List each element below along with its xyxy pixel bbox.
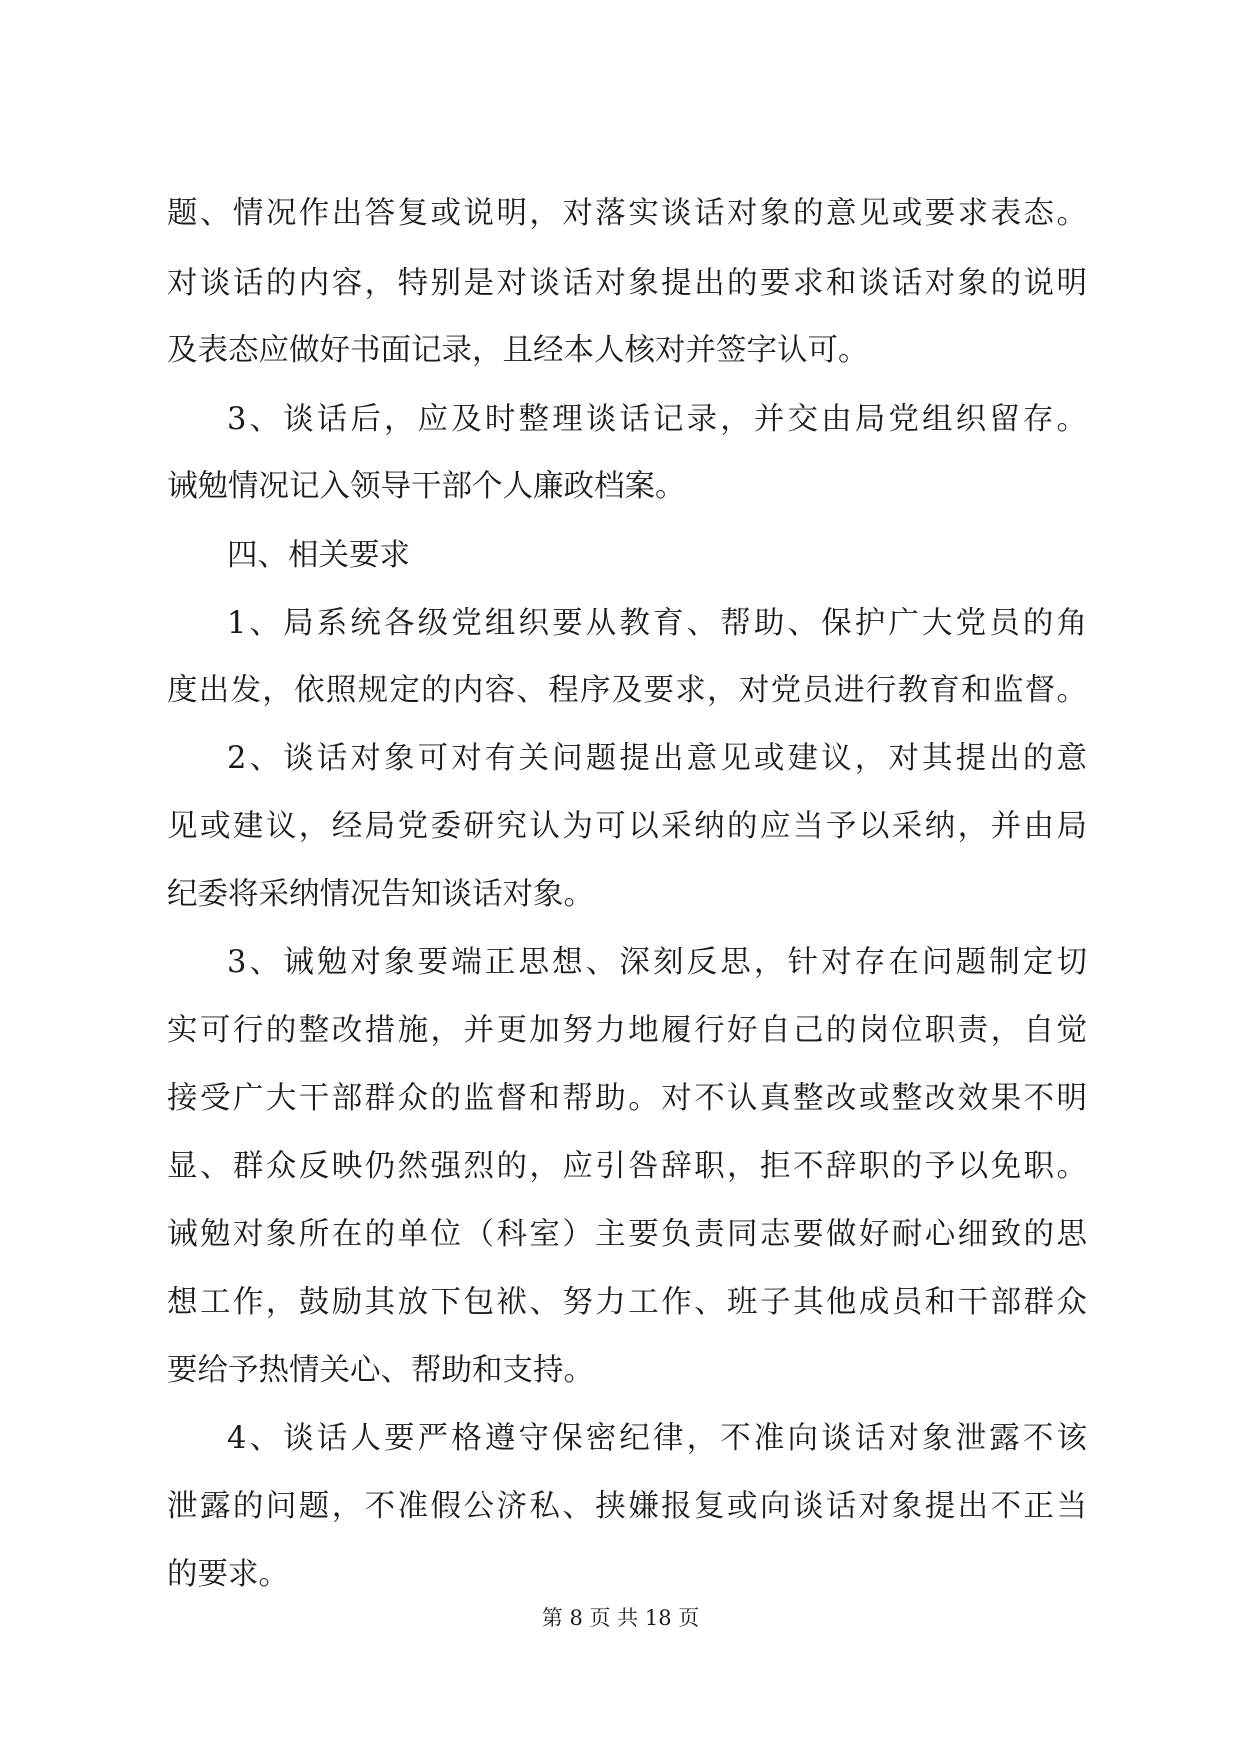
body-text-line: 的要求。 bbox=[167, 1557, 289, 1592]
body-text-line: 度出发，依照规定的内容、程序及要求，对党员进行教育和监督。 bbox=[167, 673, 1087, 708]
body-text-line: 实可行的整改措施，并更加努力地履行好自己的岗位职责，自觉 bbox=[167, 1013, 1087, 1048]
body-text-line: 3、诫勉对象要端正思想、深刻反思，针对存在问题制定切 bbox=[227, 945, 1087, 980]
body-text-line: 对谈话的内容，特别是对谈话对象提出的要求和谈话对象的说明 bbox=[167, 266, 1087, 301]
body-text-line: 显、群众反映仍然强烈的，应引咎辞职，拒不辞职的予以免职。 bbox=[167, 1149, 1087, 1184]
body-text-line: 诫勉情况记入领导干部个人廉政档案。 bbox=[167, 469, 686, 504]
body-text-line: 纪委将采纳情况告知谈话对象。 bbox=[167, 877, 594, 912]
body-text-line: 1、局系统各级党组织要从教育、帮助、保护广大党员的角 bbox=[227, 606, 1087, 641]
body-text-line: 见或建议，经局党委研究认为可以采纳的应当予以采纳，并由局 bbox=[167, 809, 1087, 844]
body-text-line: 想工作，鼓励其放下包袱、努力工作、班子其他成员和干部群众 bbox=[167, 1285, 1087, 1320]
body-text-line: 4、谈话人要严格遵守保密纪律，不准向谈话对象泄露不该 bbox=[227, 1421, 1087, 1456]
body-text-line: 及表态应做好书面记录，且经本人核对并签字认可。 bbox=[167, 333, 869, 368]
body-text-line: 接受广大干部群众的监督和帮助。对不认真整改或整改效果不明 bbox=[167, 1081, 1087, 1116]
section-heading: 四、相关要求 bbox=[227, 538, 410, 573]
body-text-line: 2、谈话对象可对有关问题提出意见或建议，对其提出的意 bbox=[227, 741, 1087, 776]
body-text-line: 题、情况作出答复或说明，对落实谈话对象的意见或要求表态。 bbox=[167, 196, 1087, 231]
body-text-line: 要给予热情关心、帮助和支持。 bbox=[167, 1353, 594, 1388]
body-text-line: 泄露的问题，不准假公济私、挟嫌报复或向谈话对象提出不正当 bbox=[167, 1489, 1087, 1524]
body-text-line: 3、谈话后，应及时整理谈话记录，并交由局党组织留存。 bbox=[227, 402, 1087, 437]
body-text-line: 诫勉对象所在的单位（科室）主要负责同志要做好耐心细致的思 bbox=[167, 1217, 1087, 1252]
page-number-footer: 第 8 页 共 18 页 bbox=[541, 1606, 700, 1630]
